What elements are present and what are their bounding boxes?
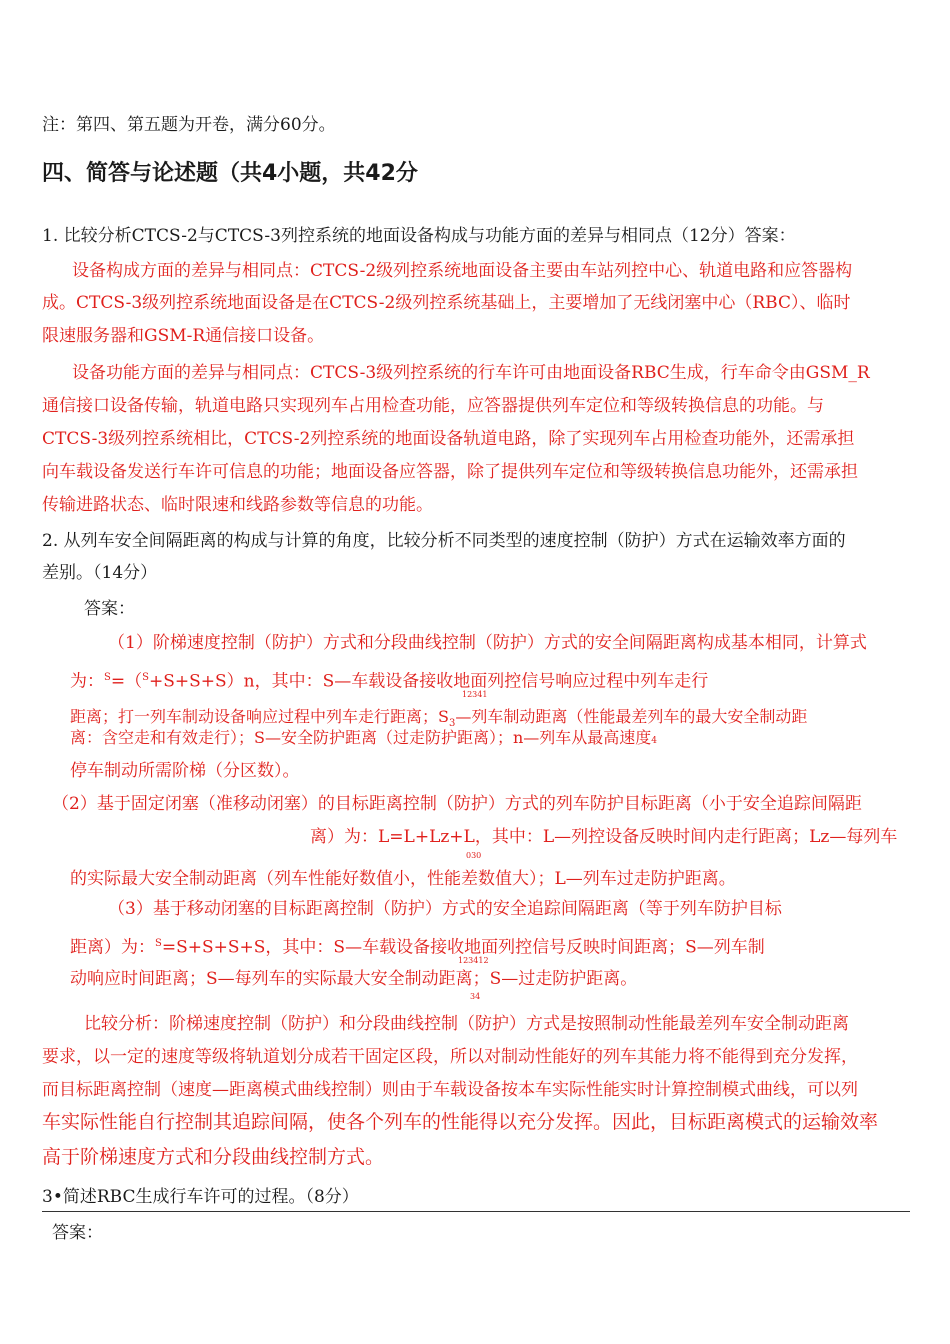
q1-answer-line: 成。CTCS-3级列控系统地面设备是在CTCS-2级列控系统基础上，主要增加了无线闭塞中心（RBC）、临时 [42, 293, 851, 313]
q2-a2-line: 离）为：L=L+Lz+L，其中：L—列控设备反映时间内走行距离；Lz—每列车 [310, 827, 898, 847]
formula-subscripts: 123412 [458, 956, 489, 965]
q2-a1-formula-line [70, 667, 708, 693]
subscript: 3 [448, 718, 456, 730]
q3-answer-label: 答案： [52, 1223, 103, 1243]
q2-a2-line: （2）基于固定闭塞（准移动闭塞）的目标距离控制（防护）方式的列车防护目标距离（小于安全追踪间隔距 [52, 794, 862, 814]
formula-prefix: 距离）为： [70, 937, 155, 958]
q1-answer-line: 设备功能方面的差异与相同点：CTCS-3级列控系统的行车许可由地面设备RBC生成，行车命令由GSM_R [72, 363, 870, 383]
q2-compare-line: 要求，以一定的速度等级将轨道划分成若干固定区段，所以对制动性能好的列车其能力将不能得到充分发挥， [42, 1047, 858, 1067]
q1-answer-line: 通信接口设备传输，轨道电路只实现列车占用检查功能，应答器提供列车定位和等级转换信息的功能。与 [42, 396, 824, 416]
q1-answer-line: 向车载设备发送行车许可信息的功能；地面设备应答器，除了提供列车定位和等级转换信息功能外，还需承担 [42, 462, 858, 482]
q2-compare-line: 车实际性能自行控制其追踪间隔，使各个列车的性能得以充分发挥。因此，目标距离模式的运输效率 [42, 1111, 879, 1133]
question-2-line: 差别。（14分） [42, 563, 158, 583]
q2-a3-line: 动响应时间距离；S—每列车的实际最大安全制动距离；S—过走防护距离。 [70, 969, 638, 989]
q2-a1-line: 停车制动所需阶梯（分区数）。 [70, 761, 300, 781]
formula-symbol: S [104, 672, 111, 683]
q2-a1-line: （1）阶梯速度控制（防护）方式和分段曲线控制（防护）方式的安全间隔距离构成基本相同，计算式 [108, 633, 867, 653]
q1-answer-line: 设备构成方面的差异与相同点：CTCS-2级列控系统地面设备主要由车站列控中心、轨道电路和应答器构 [72, 261, 853, 281]
q2-a1-text: 距离；打一列车制动设备响应过程中列车走行距离；S [70, 707, 449, 726]
q1-answer-line: 传输进路状态、临时限速和线路参数等信息的功能。 [42, 495, 433, 515]
section-title: 四、简答与论述题（共4小题，共42分 [42, 161, 418, 186]
formula-symbol: S [142, 672, 149, 683]
formula-rest: =S+S+S+S，其中：S—车载设备接收地面列控信号反映时间距离；S—列车制 [161, 937, 765, 958]
q2-a2-line: 的实际最大安全制动距离（列车性能好数值小，性能差数值大）；L—列车过走防护距离。 [70, 869, 736, 889]
q1-answer-line: CTCS-3级列控系统相比，CTCS-2列控系统的地面设备轨道电路，除了实现列车占用检查功能外，还需承担 [42, 429, 855, 449]
exam-note: 注：第四、第五题为开卷，满分60分。 [42, 115, 336, 135]
formula-eq: =（ [110, 671, 143, 692]
formula-symbol: S [155, 938, 162, 949]
q2-compare-line: 高于阶梯速度方式和分段曲线控制方式。 [42, 1146, 385, 1168]
q2-a3-formula-line [70, 933, 765, 959]
formula-subscripts: 34 [470, 992, 481, 1001]
question-3: 3•简述RBC生成行车许可的过程。（8分） [42, 1187, 359, 1207]
formula-prefix: 为： [70, 671, 104, 692]
q2-a3-line: （3）基于移动闭塞的目标距离控制（防护）方式的安全追踪间隔距离（等于列车防护目标 [108, 899, 782, 919]
formula-rest: +S+S+S）n，其中：S—车载设备接收地面列控信号响应过程中列车走行 [148, 671, 709, 692]
q2-answer-label: 答案： [84, 599, 135, 619]
q1-answer-line: 限速服务器和GSM-R通信接口设备。 [42, 326, 325, 346]
q2-a1-line [70, 727, 657, 752]
q2-a1-text: —列车制动距离（性能最差列车的最大安全制动距 [455, 707, 808, 726]
q2-compare-line: 而目标距离控制（速度—距离模式曲线控制）则由于车载设备按本车实际性能实时计算控制模式曲线，可以列 [42, 1080, 858, 1100]
q2-a1-text: 离：含空走和有效走行）；S—安全防护距离（过走防护距离）；n—列车从最高速度 [70, 728, 652, 747]
q2-compare-line: 比较分析：阶梯速度控制（防护）和分段曲线控制（防护）方式是按照制动性能最差列车安全制动距离 [84, 1014, 849, 1034]
subscript: 4 [651, 736, 658, 746]
question-2-line: 2. 从列车安全间隔距离的构成与计算的角度，比较分析不同类型的速度控制（防护）方式在运输效率方面的 [42, 531, 846, 551]
formula-subscripts: 12341 [462, 690, 488, 699]
question-1: 1. 比较分析CTCS-2与CTCS-3列控系统的地面设备构成与功能方面的差异与相同点（12分）答案： [42, 226, 796, 246]
divider-line [42, 1211, 910, 1212]
formula-subscripts: 030 [466, 851, 482, 860]
